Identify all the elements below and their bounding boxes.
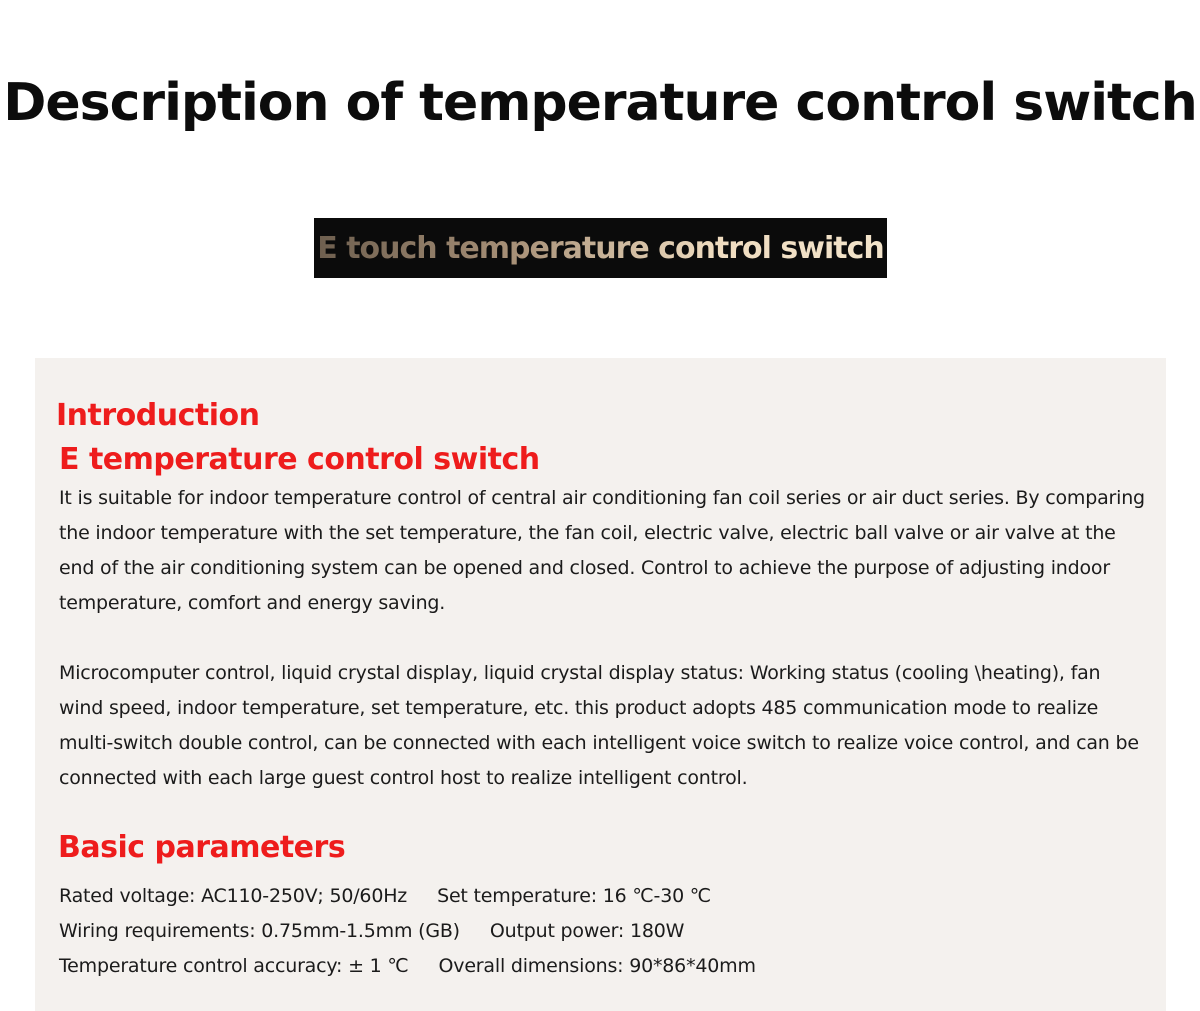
intro-paragraph-2: Microcomputer control, liquid crystal display, liquid crystal display status: Working status (cooling \heating), fan wind speed, indoor temperature, set temperature, etc. this product adopts 485 communication mode to realize multi-switch double control, can be connected with each intelligent voice switch to realize voice control, and can be connected with each large guest control host to realize intelligent control. [59, 662, 1139, 789]
basic-parameters-heading: Basic parameters [58, 830, 346, 865]
wiring-requirements-param: Wiring requirements: 0.75mm-1.5mm (GB) [59, 920, 460, 942]
introduction-heading: Introduction [56, 398, 260, 433]
page-title [0, 74, 1200, 132]
subtitle-banner [314, 218, 887, 278]
rated-voltage-param: Rated voltage: AC110-250V; 50/60Hz [59, 885, 408, 907]
set-temperature-param: Set temperature: 16 ℃-30 ℃ [437, 885, 711, 907]
output-power-param: Output power: 180W [489, 920, 685, 942]
overall-dimensions-param: Overall dimensions: 90*86*40mm [438, 955, 756, 977]
parameter-row [59, 914, 684, 949]
subtitle-text: E touch temperature control switch [317, 230, 884, 266]
intro-paragraph-1: It is suitable for indoor temperature control of central air conditioning fan coil series or air duct series. By comparing the indoor temperature with the set temperature, the fan coil, electric valve, electric ball valve or air valve at the end of the air conditioning system can be opened and closed. Control to achieve the purpose of adjusting indoor temperature, comfort and energy saving. [59, 487, 1145, 614]
parameter-row [59, 949, 756, 984]
parameter-row [59, 879, 711, 914]
accuracy-param: Temperature control accuracy: ± 1 ℃ [59, 955, 409, 977]
page-title-text: Description of temperature control switch [3, 73, 1197, 133]
product-name-heading: E temperature control switch [59, 442, 540, 477]
content-panel [35, 358, 1166, 1011]
